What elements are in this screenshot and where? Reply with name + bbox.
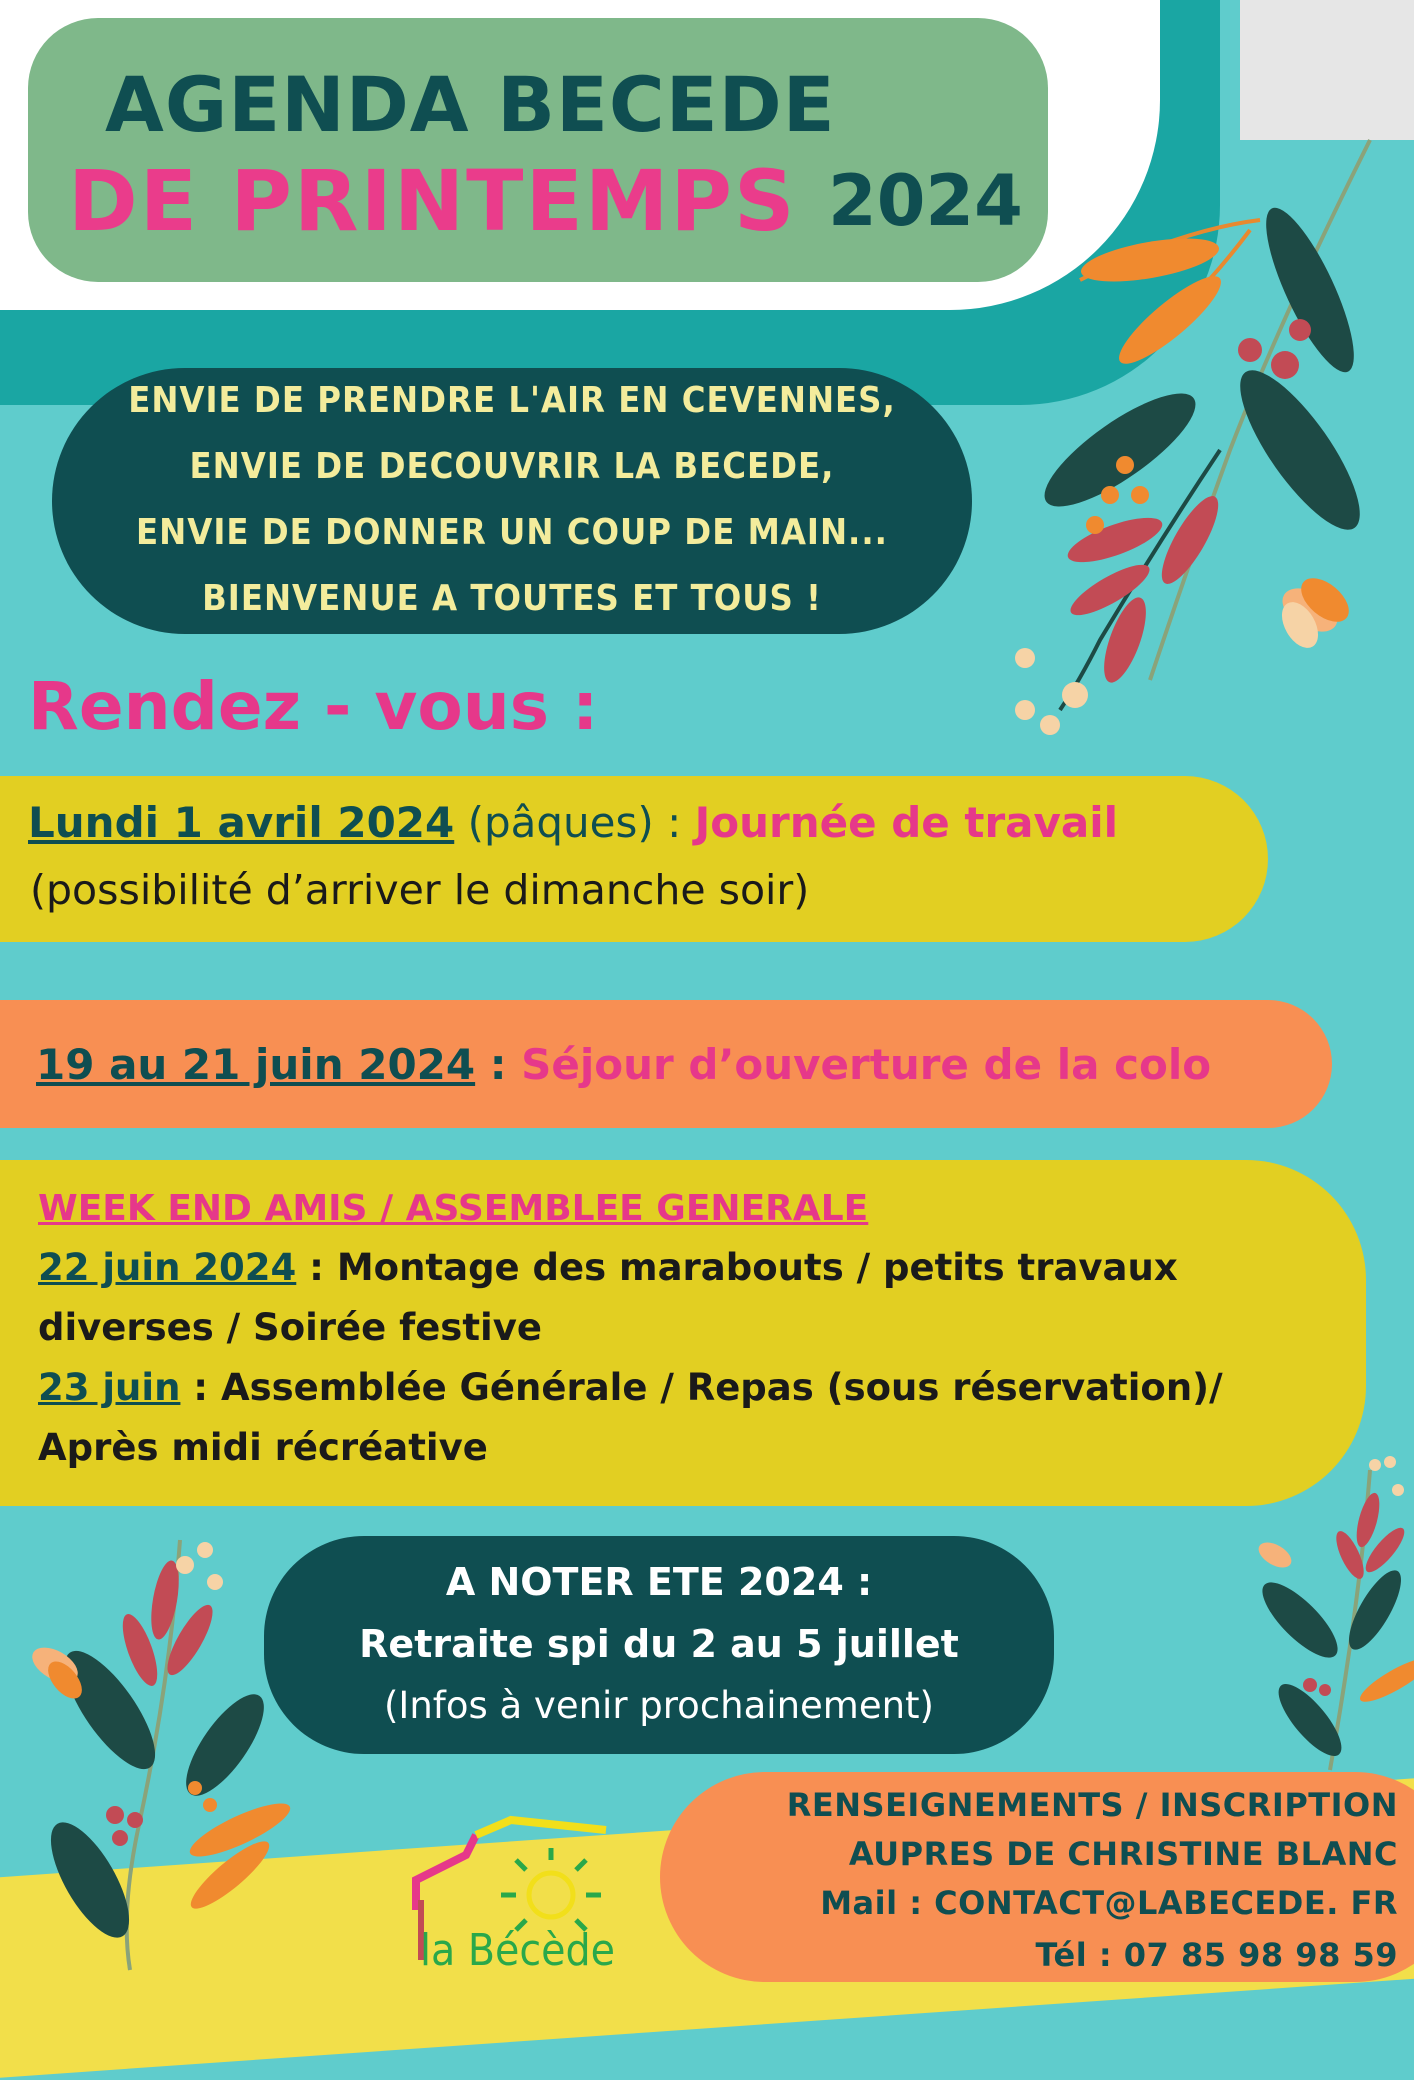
event3-text1: : Montage des marabouts / petits travaux xyxy=(296,1246,1178,1289)
event3-line1b: diverses / Soirée festive xyxy=(38,1306,542,1349)
intro-line-1: ENVIE DE PRENDRE L'AIR EN CEVENNES, xyxy=(128,380,896,421)
note-line-2: Retraite spi du 2 au 5 juillet xyxy=(359,1622,959,1666)
title-line2: DE PRINTEMPS xyxy=(68,152,797,250)
event3-heading: WEEK END AMIS / ASSEMBLEE GENERALE xyxy=(38,1188,869,1229)
event1-title: Journée de travail xyxy=(694,798,1119,847)
event3-line2 xyxy=(38,1366,1223,1409)
contact-email[interactable]: Mail : CONTACT@LABECEDE. FR xyxy=(820,1884,1398,1922)
note-line-1: A NOTER ETE 2024 : xyxy=(445,1560,873,1604)
intro-line-2: ENVIE DE DECOUVRIR LA BECEDE, xyxy=(189,446,835,487)
contact-phone[interactable]: Tél : 07 85 98 98 59 xyxy=(1035,1936,1398,1974)
intro-line-4: BIENVENUE A TOUTES ET TOUS ! xyxy=(202,578,822,619)
floral-branch-bottom-right-icon xyxy=(1250,1450,1414,1780)
event3-line2b: Après midi récréative xyxy=(38,1426,488,1469)
rendezvous-heading: Rendez - vous : xyxy=(28,668,599,745)
event1-line1 xyxy=(28,798,1118,847)
event1-note: (pâques) : xyxy=(454,798,695,847)
floral-branch-top-right-icon xyxy=(1010,120,1414,760)
event3-date2: 23 juin xyxy=(38,1366,181,1409)
event-card-3 xyxy=(0,1160,1366,1506)
event2-sep: : xyxy=(475,1040,522,1089)
event3-line1 xyxy=(38,1246,1178,1289)
contact-line-2: AUPRES DE CHRISTINE BLANC xyxy=(848,1835,1398,1873)
background-corner xyxy=(1240,0,1414,140)
event2-line xyxy=(36,1040,1211,1089)
logo-text: la Bécède xyxy=(420,1925,615,1976)
event-card-1 xyxy=(0,776,1268,942)
event3-text2: : Assemblée Générale / Repas (sous réservation)/ xyxy=(180,1366,1223,1409)
event-card-2 xyxy=(0,1000,1332,1128)
floral-branch-bottom-left-icon xyxy=(20,1520,300,1980)
event3-date1: 22 juin 2024 xyxy=(38,1246,297,1289)
title-line1: AGENDA BECEDE xyxy=(105,60,836,149)
note-line-3: (Infos à venir prochainement) xyxy=(384,1684,934,1727)
intro-line-3: ENVIE DE DONNER UN COUP DE MAIN... xyxy=(136,512,888,553)
event2-date: 19 au 21 juin 2024 xyxy=(36,1040,476,1089)
title-year: 2024 xyxy=(828,160,1023,242)
event1-line2: (possibilité d’arriver le dimanche soir) xyxy=(30,866,810,914)
contact-line-1: RENSEIGNEMENTS / INSCRIPTION xyxy=(786,1786,1398,1824)
event2-title: Séjour d’ouverture de la colo xyxy=(521,1040,1212,1089)
event1-date: Lundi 1 avril 2024 xyxy=(28,798,455,847)
